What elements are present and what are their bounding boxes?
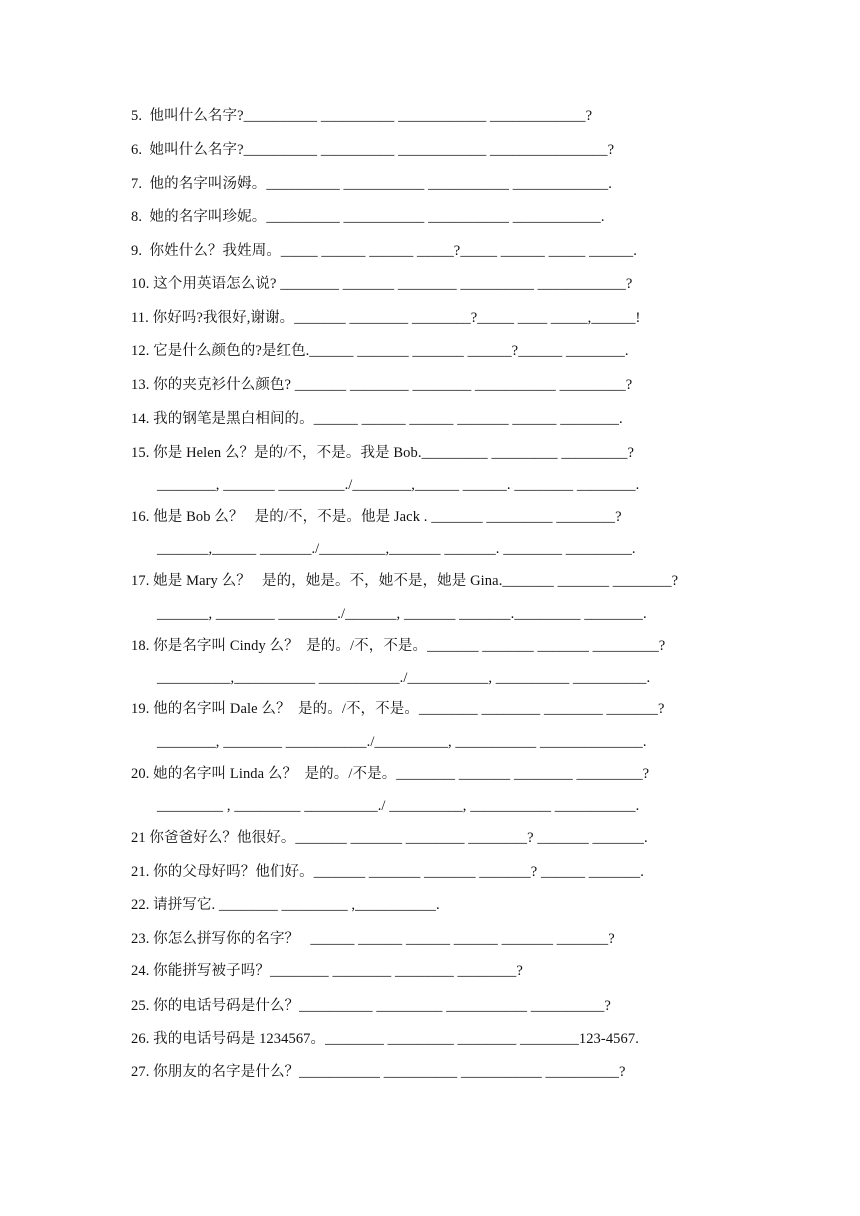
question-line: 8. 她的名字叫珍妮。__________ ___________ ___________ ____________.: [131, 209, 605, 225]
question-line: 5. 他叫什么名字?__________ __________ ____________ _____________?: [131, 108, 593, 124]
question-line: 21 你爸爸好么？他很好。_______ _______ ________ ________? _______ _______.: [131, 830, 648, 846]
question-line: 15. 你是 Helen 么？是的/不，不是。我是 Bob._________ _________ _________?: [131, 445, 635, 461]
question-line: 21. 你的父母好吗？他们好。_______ _______ _______ _______? ______ _______.: [131, 864, 644, 880]
question-line: 17. 她是 Mary 么？ 是的，她是。不，她不是，她是 Gina._______ _______ ________?: [131, 573, 679, 589]
question-line: 9. 你姓什么？我姓周。_____ ______ ______ _____?_____ ______ _____ ______.: [131, 243, 637, 259]
answer-line: _______,______ _______./_________,_______ _______. ________ _________.: [157, 541, 636, 557]
question-line: 20. 她的名字叫 Linda 么？ 是的。/不是。________ _______ ________ _________?: [131, 766, 650, 782]
question-line: 14. 我的钢笔是黑白相间的。______ ______ ______ _______ ______ ________.: [131, 411, 623, 427]
answer-line: _______, ________ ________./_______, _______ _______._________ ________.: [157, 606, 647, 622]
question-line: 13. 你的夹克衫什么颜色? _______ ________ ________ ___________ _________?: [131, 377, 633, 393]
answer-line: ________, ________ ___________./__________, ___________ ______________.: [157, 734, 647, 750]
question-line: 23. 你怎么拼写你的名字？ ______ ______ ______ ______ _______ _______?: [131, 931, 615, 947]
question-line: 22. 请拼写它. ________ _________ ,___________.: [131, 897, 440, 913]
question-line: 6. 她叫什么名字?__________ __________ ____________ ________________?: [131, 142, 615, 158]
question-line: 24. 你能拼写被子吗？________ ________ ________ ________?: [131, 963, 523, 979]
question-line: 27. 你朋友的名字是什么？___________ __________ ___________ __________?: [131, 1064, 626, 1080]
answer-line: _________ , _________ __________./ __________, ___________ ___________.: [157, 798, 640, 814]
question-line: 19. 他的名字叫 Dale 么？ 是的。/不，不是。________ ________ ________ _______?: [131, 701, 665, 717]
answer-line: ________, _______ _________./________,______ ______. ________ ________.: [157, 477, 640, 493]
question-line: 26. 我的电话号码是 1234567。________ _________ ________ ________123-4567.: [131, 1031, 639, 1047]
question-line: 12. 它是什么颜色的?是红色.______ _______ _______ ______?______ ________.: [131, 343, 629, 359]
answer-line: __________,___________ ___________./___________, __________ __________.: [157, 670, 651, 686]
question-line: 18. 你是名字叫 Cindy 么？ 是的。/不，不是。_______ _______ _______ _________?: [131, 638, 666, 654]
question-line: 11. 你好吗?我很好,谢谢。_______ ________ ________?_____ ____ _____,______!: [131, 310, 641, 326]
question-line: 7. 他的名字叫汤姆。__________ ___________ ___________ _____________.: [131, 176, 612, 192]
question-line: 10. 这个用英语怎么说? ________ _______ ________ __________ ____________?: [131, 276, 633, 292]
question-line: 25. 你的电话号码是什么？__________ _________ ___________ __________?: [131, 998, 611, 1014]
question-line: 16. 他是 Bob 么？ 是的/不，不是。他是 Jack . _______ _________ ________?: [131, 509, 622, 525]
